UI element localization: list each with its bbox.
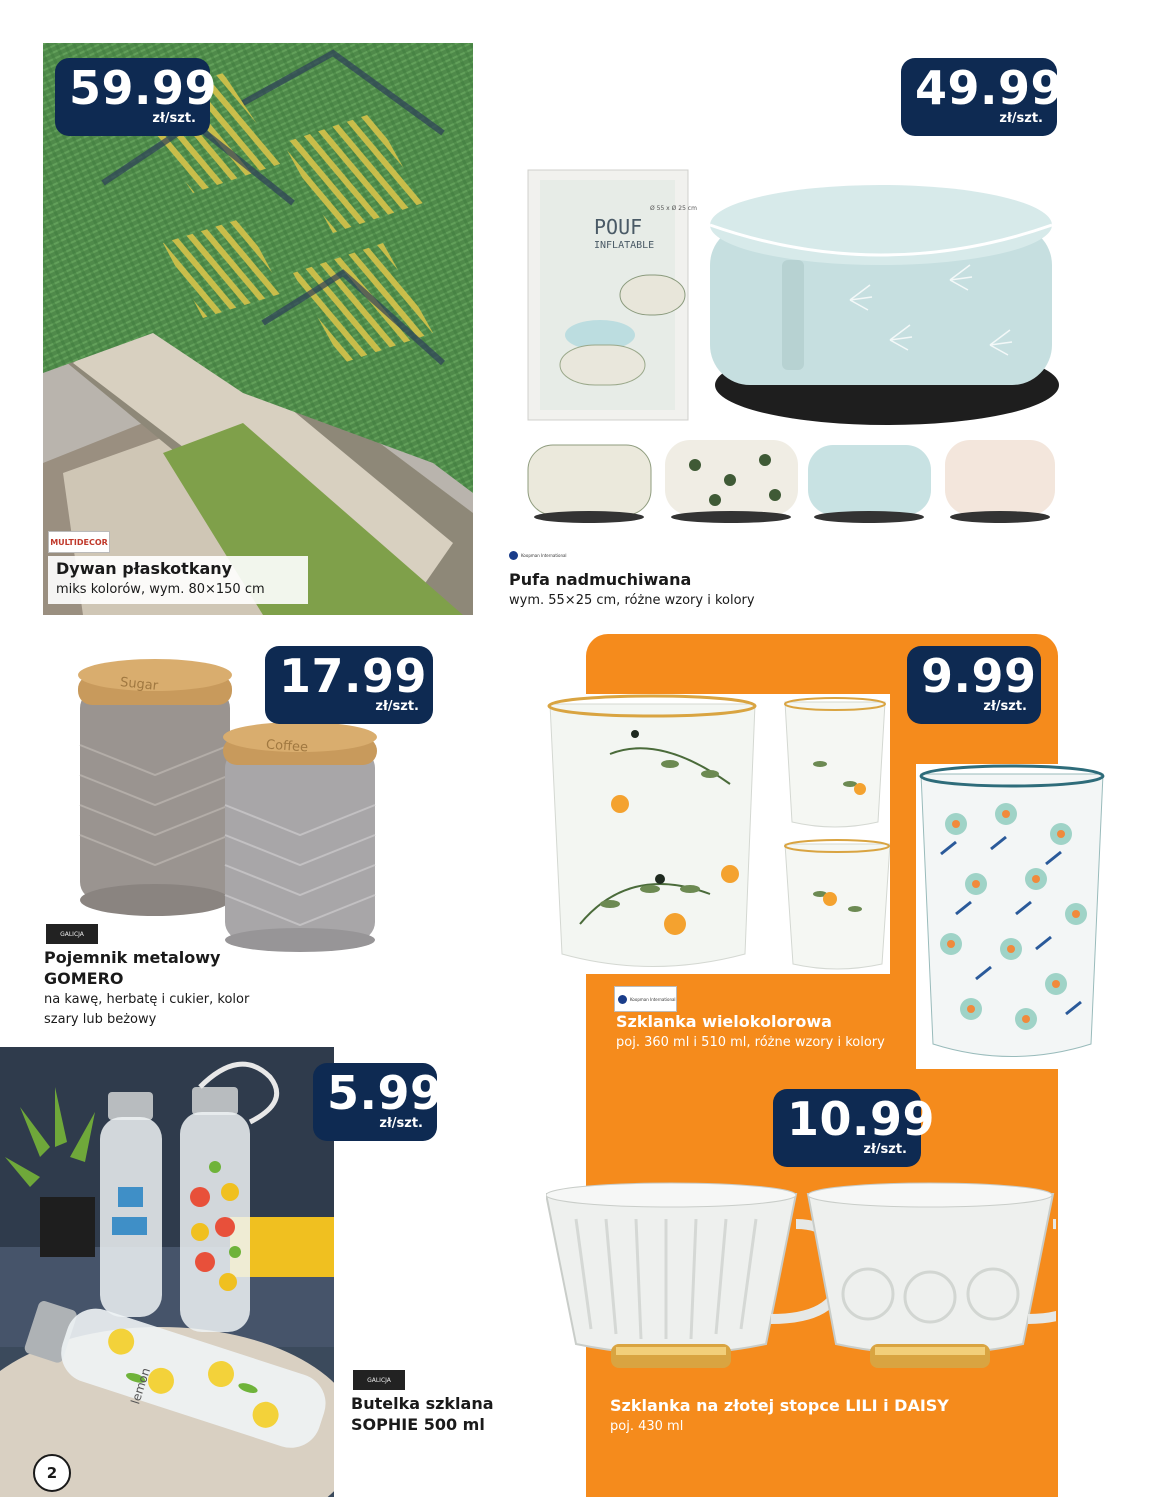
rug-price-unit: zł/szt. — [152, 111, 196, 127]
cups-caption — [610, 1396, 1050, 1437]
cups-price-badge — [773, 1089, 936, 1167]
cups-illustration — [546, 1179, 1056, 1389]
bottles-photo — [0, 1047, 334, 1497]
floral-glass-illustration — [916, 764, 1108, 1069]
containers-price: 17.99 — [279, 649, 428, 703]
pouf-price: 49.99 — [915, 61, 1064, 115]
glasses-brand-logo — [614, 986, 677, 1012]
glasses-price-unit: zł/szt. — [983, 699, 1027, 715]
bottle-brand-text: GALICJA — [367, 1376, 391, 1384]
containers-desc-line2: szary lub beżowy — [44, 1011, 157, 1027]
glasses-brand-text: Koopman International — [630, 996, 676, 1002]
glasses-price-badge — [907, 646, 1041, 724]
cups-price: 10.99 — [787, 1092, 936, 1146]
containers-name-line1: Pojemnik metalowy — [44, 948, 221, 967]
pouf-desc: wym. 55×25 cm, różne wzory i kolory — [509, 592, 755, 608]
containers-caption — [44, 948, 314, 1030]
bottle-name-line1: Butelka szklana — [351, 1394, 494, 1413]
rug-price-badge — [55, 58, 218, 136]
rug-brand-text: MULTIDECOR — [50, 537, 108, 547]
containers-brand-logo — [46, 924, 98, 944]
bottle-caption — [351, 1394, 571, 1436]
pouf-box-title: POUF — [594, 215, 643, 239]
containers-desc-line1: na kawę, herbatę i cukier, kolor — [44, 991, 250, 1007]
rug-caption — [48, 556, 308, 604]
pouf-box-size: Ø 55 x Ø 25 cm — [650, 205, 697, 212]
cups-photo — [546, 1179, 1056, 1389]
koopman-logo-icon — [618, 995, 627, 1004]
pouf-caption — [509, 570, 829, 611]
pouf-price-unit: zł/szt. — [999, 111, 1043, 127]
glasses-illustration — [540, 694, 890, 974]
rug-brand-logo — [48, 531, 110, 553]
bottles-illustration — [0, 1047, 334, 1497]
containers-name-line2: GOMERO — [44, 968, 124, 988]
pouf-name: Pufa nadmuchiwana — [509, 570, 692, 589]
rug-desc: miks kolorów, wym. 80×150 cm — [56, 581, 265, 597]
cups-name: Szklanka na złotej stopce LILI i DAISY — [610, 1396, 949, 1415]
rug-price: 59.99 — [69, 61, 218, 115]
glasses-desc: poj. 360 ml i 510 ml, różne wzory i kolory — [616, 1034, 885, 1050]
floral-glass-photo — [916, 764, 1108, 1069]
containers-brand-text: GALICJA — [60, 930, 84, 938]
bottle-price: 5.99 — [327, 1066, 443, 1120]
orange-promo-panel — [586, 634, 1058, 1497]
glasses-photo — [540, 694, 890, 974]
pouf-photo — [520, 160, 1065, 530]
glasses-name: Szklanka wielokolorowa — [616, 1012, 832, 1031]
page-number: 2 — [33, 1454, 71, 1492]
bottle-price-badge — [313, 1063, 443, 1141]
pouf-box-subtitle: INFLATABLE — [594, 240, 655, 251]
glasses-caption — [616, 1012, 916, 1053]
pouf-price-badge — [901, 58, 1064, 136]
bottle-brand-logo — [353, 1370, 405, 1390]
bottle-price-unit: zł/szt. — [379, 1116, 423, 1132]
bottle-label-text: lemon — [128, 1366, 154, 1406]
sugar-lid-text: Sugar — [119, 675, 159, 694]
containers-price-unit: zł/szt. — [375, 699, 419, 715]
pouf-brand-logo — [509, 549, 571, 561]
bottle-name-line2: SOPHIE 500 ml — [351, 1414, 485, 1434]
rug-name: Dywan płaskotkany — [56, 559, 233, 578]
coffee-lid-text: Coffee — [265, 737, 309, 756]
cups-desc: poj. 430 ml — [610, 1418, 684, 1434]
cups-price-unit: zł/szt. — [863, 1142, 907, 1158]
containers-price-badge — [265, 646, 433, 724]
koopman-logo-icon — [509, 551, 518, 560]
pouf-brand-text: Koopman International — [521, 552, 567, 558]
glasses-price: 9.99 — [921, 649, 1037, 703]
